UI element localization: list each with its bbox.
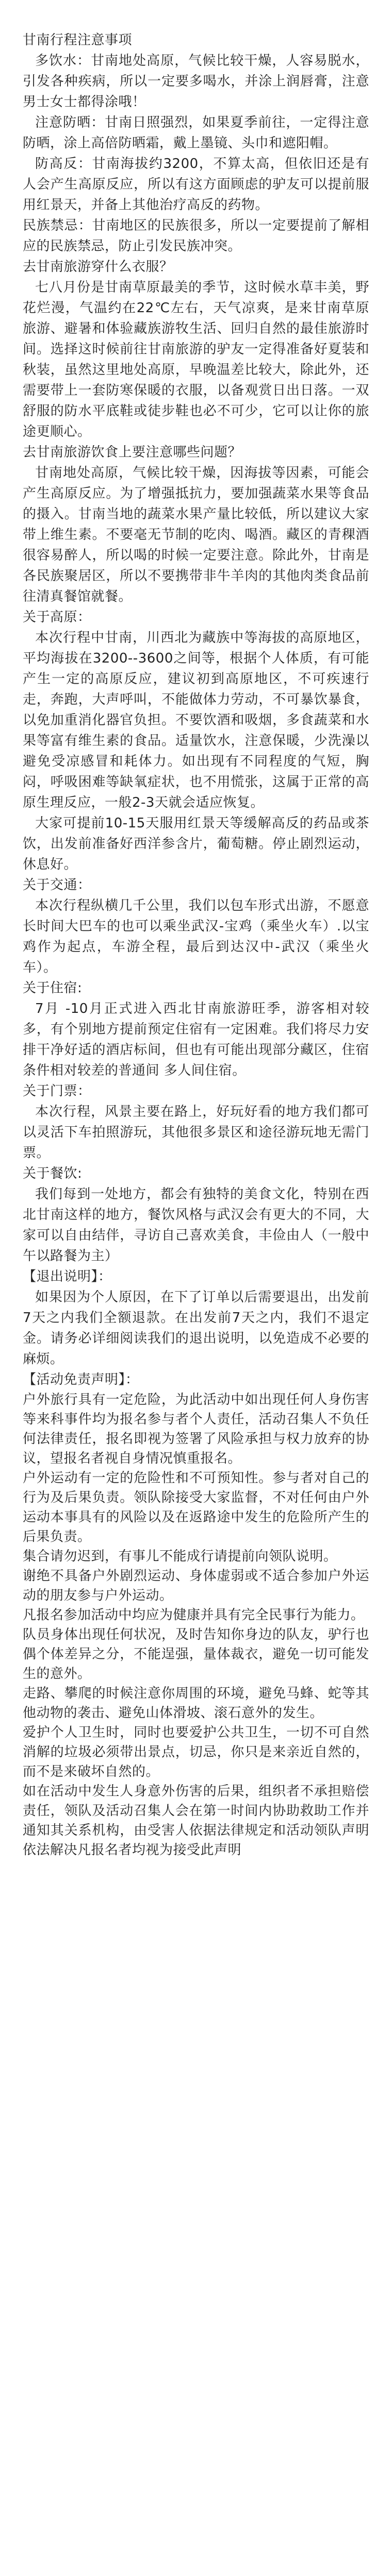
heading-plateau: 关于高原： [23, 609, 91, 625]
disclaimer-punctuality: 集合请勿迟到，有事儿不能成行请提前向领队说明。 [23, 1549, 337, 1564]
disclaimer-health-report: 队员身体出现任何状况，及时告知你身边的队友，驴行也偶个体差异之分，不能逞强，量体裁衣，避免一切可能发生的意外。 [23, 1627, 369, 1682]
tip-altitude: 防高反：甘南海拔约3200，不算太高，但依旧还是有人会产生高原反应，所以有这方面顾虑的驴友可以提前服用红景天，并备上其他治疗高反的药物。 [23, 156, 369, 213]
plateau-paragraph: 本次行程中甘南，川西北为藏族中等海拔的高原地区，平均海拔在3200--3600之间等，根据个人体质，有可能产生一定的高原反应，建议初到高原地区，不可疾速行走，奔跑，大声呼叫，不能做体力劳动，不可暴饮暴食，以免加重消化器官负担。不要饮酒和吸烟，多食蔬菜和水果等富有维生素的食品。适量饮水，注意保暖，少洗澡以避免受凉感冒和耗体力。如出现有不同程度的气短，胸闷，呼吸困难等缺氧症状，也不用慌张，这属于正常的高原生理反应，一般2-3天就会适应恢复。 [23, 630, 369, 810]
tip-sun-protection: 注意防晒：甘南日照强烈，如果夏季前往，一定得注意防晒，涂上高倍防晒霜，戴上墨镜、头巾和遮阳帽。 [23, 115, 369, 151]
diet-paragraph: 甘南地处高原，气候比较干燥，因海拔等因素，可能会产生高原反应。为了增强抵抗力，要加强蔬菜水果等食品的摄入。甘南当地的蔬菜水果产量比较低，所以建议大家带上维生素。不要毫无节制的吃肉、喝酒。藏区的青稞酒很容易醉人，所以喝的时候一定要注意。除此外，甘南是各民族聚居区，所以不要携带非牛羊肉的其他肉类食品前往清真餐馆就餐。 [23, 465, 369, 604]
heading-disclaimer: 【活动免责声明】： [23, 1372, 139, 1387]
transport-paragraph: 本次行程纵横几千公里，我们以包车形式出游，不愿意长时间大巴车的也可以乘坐武汉-宝鸡（乘坐火车）.以宝鸡作为起点，车游全程，最后到达汉中-武汉（乘坐火车）。 [23, 898, 369, 975]
tip-hydration: 多饮水：甘南地处高原，气候比较干燥，人容易脱水，引发各种疾病，所以一定要多喝水，并涂上润唇膏，注意男士女士都得涂哦！ [23, 53, 369, 110]
tip-ethnic-customs: 民族禁忌：甘南地区的民族很多，所以一定要提前了解相应的民族禁忌，防止引发民族冲突。 [23, 218, 369, 254]
disclaimer-environment: 走路、攀爬的时候注意你周围的环境，避免马蜂、蛇等其他动物的袭击、避免山体滑坡、滚石意外的发生。 [23, 1686, 369, 1721]
disclaimer-liability: 如在活动中发生人身意外伤害的后果，组织者不承担赔偿责任，领队及活动召集人会在第一时间内协助救助工作并通知其关系机构，由受害人依据法律规定和活动领队声明依法解决凡报名者均视为接受此声明 [23, 1784, 369, 1858]
article-title: 甘南行程注意事项 [23, 32, 133, 48]
heading-meals: 关于餐饮: [23, 1166, 83, 1181]
meals-paragraph: 我们每到一处地方，都会有独特的美食文化，特别在西北甘南这样的地方，餐饮风格与武汉会有更大的不同，大家可以自由结伴，寻访自己喜欢美食，丰俭由人（一般中午以路餐为主） [23, 1187, 369, 1264]
disclaimer-responsibility: 户外运动有一定的危险性和不可预知性。参与者对自己的行为及后果负责。领队除接受大家监督，不对任何由户外运动本事具有的风险以及在返路途中发生的危险所产生的后果负责。 [23, 1470, 369, 1545]
heading-refund: 【退出说明】： [23, 1269, 112, 1284]
clothing-paragraph: 七八月份是甘南草原最美的季节，这时候水草丰美，野花烂漫，气温约在22℃左右，天气凉爽，是来甘南草原旅游、避暑和体验藏族游牧生活、回归自然的最佳旅游时间。选择这时候前往甘南旅游的驴友一定得准备好夏装和秋装，虽然这里地处高原，早晚温差比较大，除此外，还需要带上一套防寒保暖的衣服，以备观赏日出日落。一双舒服的防水平底鞋或徒步鞋也必不可少，它可以让你的旅途更顺心。 [23, 280, 369, 439]
heading-transport: 关于交通： [23, 877, 91, 893]
tickets-paragraph: 本次行程，风景主要在路上，好玩好看的地方我们都可以灵活下车拍照游玩，其他很多景区和途径游玩地无需门票。 [23, 1104, 369, 1161]
disclaimer-hygiene: 爱护个人卫生时，同时也要爱护公共卫生，一切不可自然消解的垃圾必须带出景点，切忌，你只是来亲近自然的，而不是来破坏自然的。 [23, 1725, 369, 1780]
plateau-medicine-paragraph: 大家可提前10-15天服用红景天等缓解高反的药品或茶饮，出发前准备好西洋参含片，葡萄糖。停止剧烈运动，休息好。 [23, 816, 369, 872]
disclaimer-risk: 户外旅行具有一定危险，为此活动中如出现任何人身伤害等来科事件均为报名参与者个人责任，活动召集人不负任何法律责任，报名即视为签署了风险承担与权力放弃的协议，望报名者视自身情况慎重报名。 [23, 1392, 369, 1466]
heading-lodging: 关于住宿: [23, 980, 83, 996]
heading-clothing: 去甘南旅游穿什么衣服？ [23, 259, 173, 275]
lodging-paragraph: 7月 -10月正式进入西北甘南旅游旺季，游客相对较多，有个别地方提前预定住宿有一定困难。我们将尽力安排干净好适的酒店标间，但也有可能出现部分藏区，住宿条件相对较差的普通间 多人间住宿。 [23, 1001, 369, 1078]
disclaimer-capacity: 凡报名参加活动中均应为健康并具有完全民事行为能力。 [23, 1607, 365, 1623]
refund-paragraph: 如果因为个人原因，在下了订单以后需要退出，出发前7天之内我们全额退款。在出发前7天之内，我们不退定金。请务必详细阅读我们的退出说明，以免造成不必要的麻烦。 [23, 1290, 369, 1367]
heading-diet: 去甘南旅游饮食上要注意哪些问题？ [23, 445, 242, 460]
heading-tickets: 关于门票： [23, 1083, 91, 1099]
disclaimer-fitness: 谢绝不具备户外剧烈运动、身体虚弱或不适合参加户外运动的朋友参与户外运动。 [23, 1568, 369, 1603]
